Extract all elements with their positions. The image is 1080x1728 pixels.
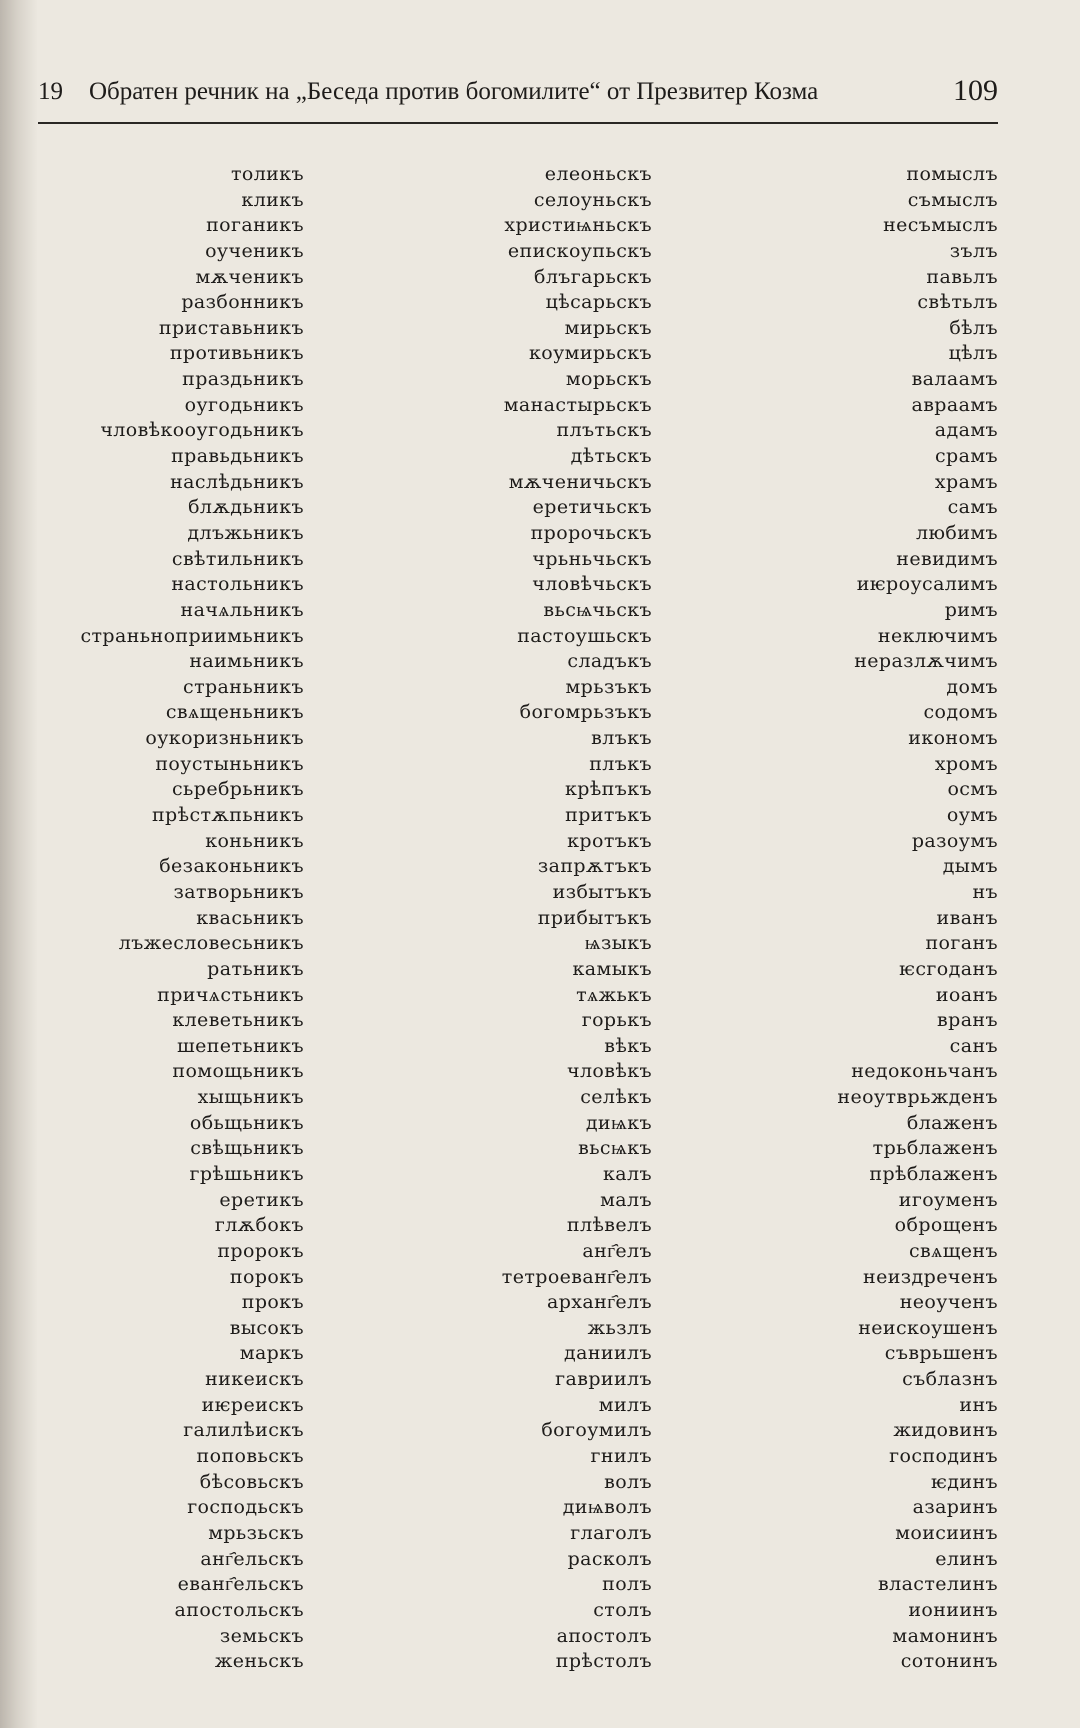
dictionary-word: запрѫтъкъ xyxy=(537,855,652,878)
dictionary-word: дѣтьскъ xyxy=(570,445,652,468)
dictionary-word: недоконьчанъ xyxy=(851,1060,998,1083)
dictionary-word: селоуньскъ xyxy=(533,188,652,211)
dictionary-word: калъ xyxy=(603,1162,652,1185)
dictionary-word: блаженъ xyxy=(906,1111,998,1134)
dictionary-word: съврьшенъ xyxy=(884,1342,998,1365)
dictionary-word: еванг҄ельскъ xyxy=(177,1573,304,1596)
dictionary-word: мѫченичьскъ xyxy=(508,470,652,493)
dictionary-word: правьдьникъ xyxy=(171,445,304,468)
dictionary-word: страньноприимьникъ xyxy=(80,624,304,647)
dictionary-word: грѣшьникъ xyxy=(189,1162,304,1185)
running-title: Обратен речник на „Беседа против богомилите“ от Презвитер Козма xyxy=(89,78,819,105)
dictionary-word: любимъ xyxy=(916,521,998,544)
dictionary-word: кротъкъ xyxy=(567,829,652,852)
dictionary-word: цѣлъ xyxy=(948,342,998,365)
dictionary-word: мрьзьскъ xyxy=(208,1521,304,1544)
dictionary-word: содомъ xyxy=(923,701,998,724)
dictionary-word: глѫбокъ xyxy=(214,1214,304,1237)
dictionary-word: моисиинъ xyxy=(895,1521,998,1544)
dictionary-word: коньникъ xyxy=(205,829,304,852)
dictionary-word: санъ xyxy=(949,1034,998,1057)
dictionary-word: иониинъ xyxy=(908,1598,998,1621)
dictionary-word: мѫченикъ xyxy=(195,265,304,288)
dictionary-word: чрьньчьскъ xyxy=(532,547,652,570)
dictionary-word: елеоньскъ xyxy=(544,163,652,185)
dictionary-word: невидимъ xyxy=(896,547,998,570)
dictionary-word: сотонинъ xyxy=(900,1650,998,1673)
dictionary-word: господьскъ xyxy=(187,1496,304,1519)
dictionary-word: ѥдинъ xyxy=(931,1470,998,1493)
dictionary-word: блѫдьникъ xyxy=(188,496,304,519)
dictionary-word: никеискъ xyxy=(205,1368,304,1391)
dictionary-word: бѣсовьскъ xyxy=(199,1470,304,1493)
dictionary-word: ѩзыкъ xyxy=(584,932,652,955)
dictionary-word: крѣпъкъ xyxy=(564,778,652,801)
dictionary-word: арханг҄елъ xyxy=(547,1291,652,1314)
dictionary-word: поганъ xyxy=(925,932,998,955)
dictionary-word: богомрьзъкъ xyxy=(519,701,652,724)
dictionary-word: инъ xyxy=(959,1393,998,1416)
dictionary-word: расколъ xyxy=(567,1547,652,1570)
dictionary-word: влъкъ xyxy=(591,727,652,750)
dictionary-word: разоумъ xyxy=(911,829,998,852)
dictionary-word: авраамъ xyxy=(911,393,998,416)
dictionary-word: блъгарьскъ xyxy=(534,265,652,288)
dictionary-word: цѣсарьскъ xyxy=(545,291,652,314)
dictionary-word: длъжьникъ xyxy=(187,521,304,544)
dictionary-word: вранъ xyxy=(937,1009,998,1032)
dictionary-word: ратьникъ xyxy=(207,957,304,980)
dictionary-word: прокъ xyxy=(241,1291,304,1314)
dictionary-word: земьскъ xyxy=(219,1624,304,1647)
dictionary-word: трьблаженъ xyxy=(872,1137,998,1160)
dictionary-word: гнилъ xyxy=(590,1445,652,1468)
dictionary-word: несъмыслъ xyxy=(883,214,998,237)
dictionary-word: поганикъ xyxy=(206,214,304,237)
dictionary-word: вѣкъ xyxy=(604,1034,652,1057)
dictionary-word: оученикъ xyxy=(205,239,304,262)
dictionary-word: плѣвелъ xyxy=(566,1214,652,1237)
dictionary-word: бѣлъ xyxy=(949,316,998,339)
dictionary-word: тѧжькъ xyxy=(576,983,652,1006)
dictionary-word: галилѣискъ xyxy=(183,1419,304,1442)
dictionary-word: зълъ xyxy=(949,239,998,262)
dictionary-word: кликъ xyxy=(241,188,304,211)
dictionary-word: неключимъ xyxy=(877,624,998,647)
dictionary-word: елинъ xyxy=(935,1547,998,1570)
dictionary-word: толикъ xyxy=(230,163,304,185)
dictionary-word: еретикъ xyxy=(219,1188,304,1211)
dictionary-word: господинъ xyxy=(889,1445,998,1468)
dictionary-word: наимьникъ xyxy=(189,650,304,673)
dictionary-word: манастырьскъ xyxy=(503,393,652,416)
dictionary-word: съмыслъ xyxy=(907,188,998,211)
dictionary-word: оумъ xyxy=(946,804,998,827)
dictionary-word: порокъ xyxy=(229,1265,304,1288)
dictionary-word: женьскъ xyxy=(214,1650,304,1673)
dictionary-word: чловѣкооугодьникъ xyxy=(100,419,304,442)
dictionary-word: столъ xyxy=(593,1598,652,1621)
dictionary-word: римъ xyxy=(944,598,998,621)
dictionary-word: жьзлъ xyxy=(587,1316,652,1339)
dictionary-word: диѩкъ xyxy=(585,1111,652,1134)
dictionary-word: неоутврьжденъ xyxy=(837,1086,998,1109)
word-column-2 xyxy=(502,162,652,1675)
dictionary-word: затворьникъ xyxy=(173,880,304,903)
dictionary-word: еретичьскъ xyxy=(532,496,652,519)
dictionary-word: маркъ xyxy=(239,1342,304,1365)
dictionary-word: даниилъ xyxy=(564,1342,652,1365)
dictionary-word: храмъ xyxy=(934,470,998,493)
dictionary-word: вьсѩчьскъ xyxy=(543,598,652,621)
dictionary-word: наслѣдьникъ xyxy=(170,470,304,493)
dictionary-word: иѥреискъ xyxy=(201,1393,304,1416)
dictionary-word: валаамъ xyxy=(911,368,998,391)
dictionary-word: неискоушенъ xyxy=(858,1316,998,1339)
dictionary-word: разбонникъ xyxy=(181,291,304,314)
dictionary-word: домъ xyxy=(946,675,998,698)
dictionary-word: помыслъ xyxy=(906,163,998,185)
dictionary-word: помощьникъ xyxy=(172,1060,304,1083)
dictionary-word: епискоупьскъ xyxy=(507,239,652,262)
dictionary-word: ѥсгоданъ xyxy=(899,957,998,980)
dictionary-word: чловѣчьскъ xyxy=(532,573,652,596)
dictionary-word: иванъ xyxy=(936,906,998,929)
dictionary-word: хыщьникъ xyxy=(197,1086,304,1109)
dictionary-word: селѣкъ xyxy=(580,1086,652,1109)
header-rule xyxy=(38,122,998,124)
page-number-left: 19 xyxy=(38,78,63,105)
dictionary-word: свѧщенъ xyxy=(908,1239,998,1262)
dictionary-word: осмъ xyxy=(947,778,998,801)
dictionary-word: противьникъ xyxy=(169,342,304,365)
dictionary-word: поповьскъ xyxy=(196,1445,304,1468)
dictionary-word: съблазнъ xyxy=(902,1368,998,1391)
dictionary-word: пастоушьскъ xyxy=(517,624,652,647)
dictionary-word: чловѣкъ xyxy=(567,1060,652,1083)
dictionary-word: плъкъ xyxy=(589,752,652,775)
dictionary-word: оугодьникъ xyxy=(184,393,304,416)
dictionary-word: прѣблаженъ xyxy=(869,1162,998,1185)
dictionary-word: азаринъ xyxy=(912,1496,998,1519)
dictionary-word: мрьзъкъ xyxy=(565,675,652,698)
page-gutter-shadow xyxy=(0,0,38,1728)
dictionary-word: свѣщьникъ xyxy=(190,1137,304,1160)
dictionary-word: начѧльникъ xyxy=(180,598,304,621)
dictionary-word: адамъ xyxy=(934,419,998,442)
dictionary-word: притъкъ xyxy=(565,804,652,827)
dictionary-word: горькъ xyxy=(581,1009,652,1032)
dictionary-word: прибытъкъ xyxy=(537,906,652,929)
dictionary-word: анг҄елъ xyxy=(582,1239,652,1262)
dictionary-word: иѥроусалимъ xyxy=(856,573,998,596)
dictionary-word: христиѩньскъ xyxy=(504,214,652,237)
dictionary-word: неиздреченъ xyxy=(863,1265,998,1288)
dictionary-word: мирьскъ xyxy=(564,316,652,339)
dictionary-word: жидовинъ xyxy=(893,1419,998,1442)
dictionary-word: причѧстьникъ xyxy=(157,983,304,1006)
dictionary-word: вьсѩкъ xyxy=(578,1137,652,1160)
dictionary-word: морьскъ xyxy=(565,368,652,391)
dictionary-word: глаголъ xyxy=(570,1521,652,1544)
dictionary-word: квасьникъ xyxy=(196,906,304,929)
dictionary-word: самъ xyxy=(947,496,998,519)
dictionary-word: апостольскъ xyxy=(174,1598,304,1621)
dictionary-word: высокъ xyxy=(229,1316,304,1339)
dictionary-word: игоуменъ xyxy=(898,1188,998,1211)
dictionary-word: камыкъ xyxy=(572,957,652,980)
dictionary-word: неразлѫчимъ xyxy=(854,650,998,673)
dictionary-word: праздьникъ xyxy=(182,368,304,391)
dictionary-word: настольникъ xyxy=(171,573,304,596)
dictionary-word: волъ xyxy=(604,1470,652,1493)
dictionary-word: прѣстолъ xyxy=(555,1650,652,1673)
dictionary-word: прѣстѫпьникъ xyxy=(151,804,304,827)
dictionary-word: икономъ xyxy=(908,727,998,750)
dictionary-word: тетроеванг҄елъ xyxy=(501,1265,652,1288)
dictionary-word: полъ xyxy=(602,1573,652,1596)
dictionary-word: срамъ xyxy=(935,445,998,468)
dictionary-word: клеветьникъ xyxy=(172,1009,304,1032)
dictionary-word: диѩволъ xyxy=(562,1496,652,1519)
dictionary-word: властелинъ xyxy=(878,1573,998,1596)
dictionary-word: дымъ xyxy=(942,855,998,878)
dictionary-word: пророчьскъ xyxy=(530,521,652,544)
dictionary-word: избытъкъ xyxy=(552,880,652,903)
dictionary-word: пророкъ xyxy=(217,1239,304,1262)
word-column-1 xyxy=(80,162,304,1675)
dictionary-word: лъжесловесьникъ xyxy=(118,932,304,955)
dictionary-word: свѣтильникъ xyxy=(171,547,304,570)
dictionary-word: павьлъ xyxy=(926,265,998,288)
word-column-3 xyxy=(837,162,998,1675)
dictionary-word: шепетьникъ xyxy=(177,1034,304,1057)
dictionary-word: оброщенъ xyxy=(894,1214,998,1237)
dictionary-word: приставьникъ xyxy=(158,316,304,339)
dictionary-word: оукоризньникъ xyxy=(145,727,304,750)
dictionary-word: свѧщеньникъ xyxy=(165,701,304,724)
dictionary-word: гавриилъ xyxy=(555,1368,652,1391)
dictionary-word: малъ xyxy=(600,1188,652,1211)
dictionary-word: анг҄ельскъ xyxy=(200,1547,304,1570)
dictionary-word: богоумилъ xyxy=(541,1419,652,1442)
dictionary-word: нъ xyxy=(972,880,998,903)
dictionary-word: страньникъ xyxy=(183,675,304,698)
dictionary-word: свѣтьлъ xyxy=(917,291,998,314)
dictionary-word: коумирьскъ xyxy=(528,342,652,365)
dictionary-word: сладъкъ xyxy=(567,650,652,673)
dictionary-word: обьщьникъ xyxy=(189,1111,304,1134)
dictionary-word: иоанъ xyxy=(935,983,998,1006)
dictionary-word: хромъ xyxy=(934,752,998,775)
dictionary-word: мамонинъ xyxy=(892,1624,998,1647)
dictionary-word: плътьскъ xyxy=(556,419,652,442)
dictionary-word: сьребрьникъ xyxy=(171,778,304,801)
dictionary-word: поустыньникъ xyxy=(155,752,304,775)
running-header xyxy=(38,72,998,122)
dictionary-word: безаконьникъ xyxy=(159,855,304,878)
dictionary-word: апостолъ xyxy=(556,1624,652,1647)
dictionary-word: милъ xyxy=(598,1393,652,1416)
header-left xyxy=(38,78,818,106)
dictionary-word: неоученъ xyxy=(899,1291,998,1314)
page-number-right: 109 xyxy=(953,74,998,107)
